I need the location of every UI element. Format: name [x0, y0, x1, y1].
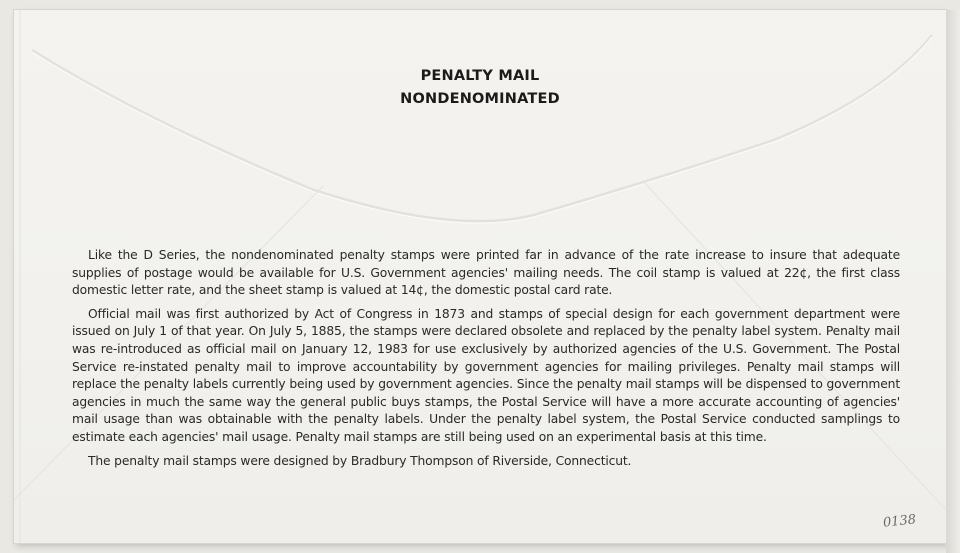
title-line-2: NONDENOMINATED — [400, 91, 560, 107]
envelope-back — [14, 10, 946, 543]
paragraph-2: Official mail was first authorized by Act of Congress in 1873 and stamps of special design for each government department were issued on July 1 of that year. On July 5, 1885, the stamps were declared obsolete and replaced by the penalty label system. Penalty mail was re-introduced as official mail on January 12, 1983 for use exclusively by authorized agencies of the U.S. Government. The Postal Service re-instated penalty mail to improve accountability by government agencies for mailing privileges. Penalty mail stamps will replace the penalty labels currently being used by government agencies. Since the penalty mail stamps will be dispensed to government agencies in much the same way the general public buys stamps, the Postal Service will have a more accurate accounting of agencies' mail usage than was obtainable with the penalty labels. Under the penalty label system, the Postal Service conducted samplings to estimate each agencies' mail usage. Penalty mail stamps are still being used on an experimental basis at this time. — [72, 306, 900, 444]
handwritten-serial: 0138 — [882, 512, 917, 531]
paragraph-3: The penalty mail stamps were designed by Bradbury Thompson of Riverside, Connecticut. — [88, 453, 632, 468]
description-text — [72, 247, 900, 476]
page-edge-shadow — [946, 10, 960, 553]
title-line-1: PENALTY MAIL — [420, 68, 540, 84]
flap-edge — [32, 35, 932, 221]
paragraph-1: Like the D Series, the nondenominated penalty stamps were printed far in advance of the rate increase to insure that adequate supplies of postage would be available for U.S. Government agencies' mailing needs. The coil stamp is valued at 22¢, the first class domestic letter rate, and the sheet stamp is valued at 14¢, the domestic postal card rate. — [72, 248, 900, 298]
